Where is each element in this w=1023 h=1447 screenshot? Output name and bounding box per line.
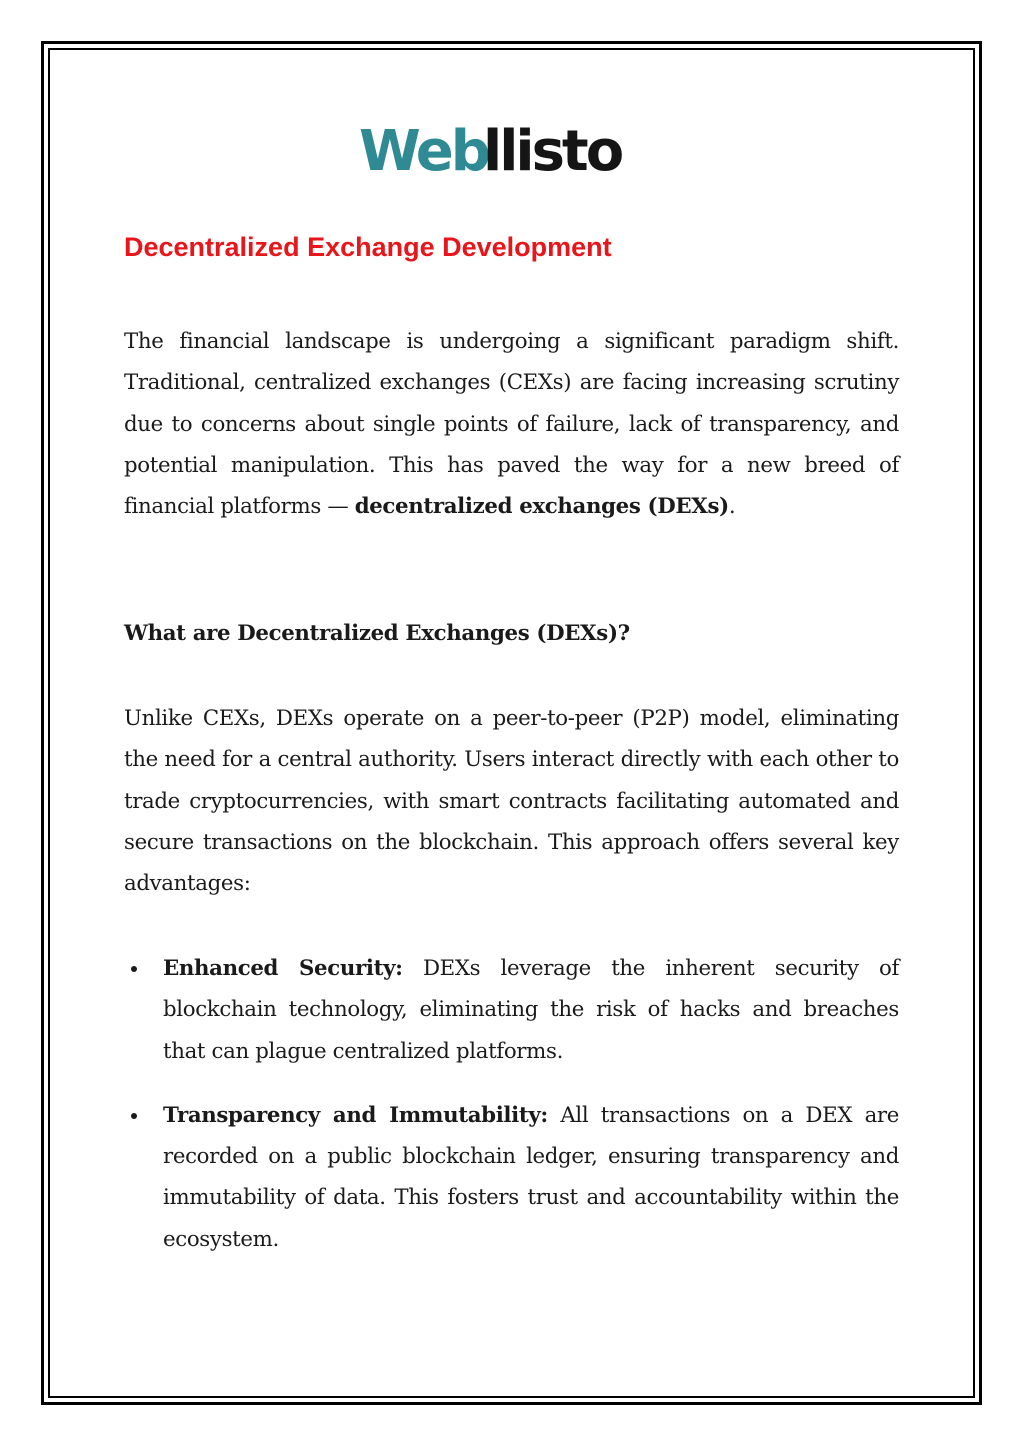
- list-item: [124, 948, 899, 1072]
- intro-text: The financial landscape is undergoing a significant paradigm shift. Traditional, centralized exchanges (CEXs) are facing increasing scrutiny due to concerns about single points of failure, lack of transparency, and potential manipulation. This has paved the way for a new breed of financial platforms —: [124, 329, 899, 520]
- logo-text-web: Web: [359, 119, 488, 178]
- advantages-list: [124, 948, 899, 1283]
- advantage-label: Enhanced Security:: [163, 956, 403, 981]
- webllisto-logo: [359, 118, 629, 178]
- advantage-label: Transparency and Immutability:: [163, 1102, 548, 1128]
- intro-bold-text: decentralized exchanges (DEXs): [354, 494, 729, 520]
- section-paragraph: Unlike CEXs, DEXs operate on a peer-to-peer (P2P) model, eliminating the need for a central authority. Users interact directly with each other to trade cryptocurrencies, with smart contracts facilitating automated and secure transactions on the blockchain. This approach offers several key advantages:: [124, 706, 899, 897]
- intro-paragraph: [124, 321, 899, 527]
- page-title: Decentralized Exchange Development: [124, 232, 612, 262]
- section-heading: What are Decentralized Exchanges (DEXs)?: [124, 621, 630, 646]
- advantage-text: DEXs leverage the inherent security of blockchain technology, eliminating the risk of hacks and breaches that can plague centralized platforms.: [163, 956, 899, 1064]
- list-item: [124, 1095, 899, 1260]
- logo-text-llisto: llisto: [483, 119, 622, 178]
- intro-end: .: [728, 494, 736, 520]
- bullet-icon: [131, 966, 137, 972]
- advantage-text: All transactions on a DEX are recorded on a public blockchain ledger, ensuring transparency and immutability of data. This fosters trust and accountability within the ecosystem.: [163, 1102, 899, 1252]
- bullet-icon: [131, 1113, 137, 1119]
